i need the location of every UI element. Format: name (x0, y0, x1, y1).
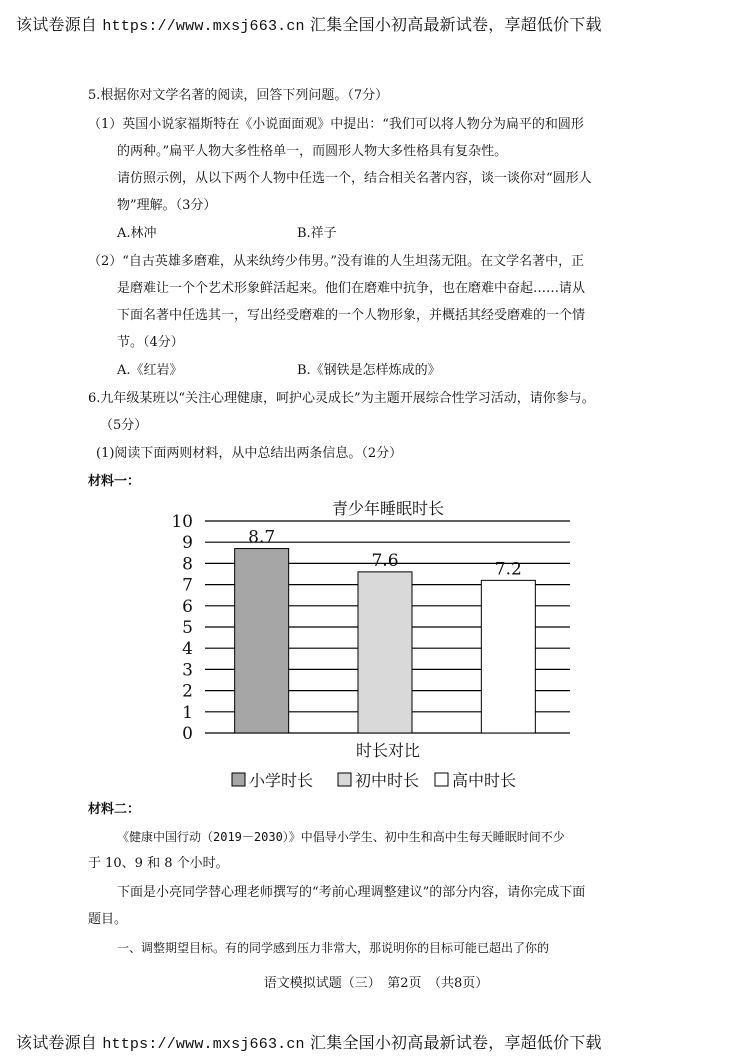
chart-title: 青少年睡眠时长 (331, 499, 445, 518)
q5-p2-line3: 下面名著中任选其一，写出经受磨难的一个人物形象，并概括其经受磨难的一个情 (117, 308, 586, 323)
q5-p2-option-b: B.《钢铁是怎样炼成的》 (297, 363, 441, 378)
legend-swatch (435, 773, 448, 786)
m2-line3: 下面是小亮同学替心理老师撰写的“考前心理调整建议”的部分内容，请你完成下面 (117, 885, 586, 900)
q6-title-line2: （5分） (100, 418, 148, 433)
y-tick-label: 8 (182, 554, 193, 575)
chart-x-label: 时长对比 (355, 741, 421, 760)
q5-p1-option-a: A.林冲 (117, 226, 157, 241)
q6-title-line1: 6.九年级某班以“关注心理健康，呵护心灵成长”为主题开展综合性学习活动，请你参与。 (88, 391, 595, 406)
legend-swatch (232, 773, 245, 786)
y-tick-label: 5 (182, 618, 193, 638)
y-tick-label: 3 (182, 660, 193, 681)
q5-p1-option-b: B.祥子 (297, 226, 337, 241)
q6-sub1: (1)阅读下面两则材料，从中总结出两条信息。（2分） (96, 446, 403, 461)
material1-label: 材料一： (88, 474, 141, 489)
bar-3 (481, 580, 535, 733)
q5-p1-line3: 请仿照示例，从以下两个人物中任选一个，结合相关名著内容，谈一谈你对“圆形人 (117, 171, 592, 186)
source-banner-top (16, 12, 602, 35)
q5-p1-line2: 的两种。”扁平人物大多性格单一，而圆形人物大多性格具有复杂性。 (117, 144, 508, 159)
material2-label: 材料二： (88, 802, 141, 817)
chart-bars (235, 549, 536, 733)
legend-swatch (338, 773, 351, 786)
banner-prefix: 该试卷源自 (16, 1033, 98, 1052)
y-tick-label: 6 (182, 596, 193, 617)
chart-y-ticks (171, 512, 193, 744)
bar-value-label: 8.7 (248, 527, 276, 548)
banner-url[interactable]: https://www.mxsj663.cn (102, 18, 305, 35)
sleep-duration-chart (170, 495, 570, 795)
y-tick-label: 2 (182, 681, 193, 702)
m2-line1: 《健康中国行动（2019－2030）》中倡导小学生、初中生和高中生每天睡眠时间不少 (117, 830, 565, 844)
banner-url[interactable]: https://www.mxsj663.cn (102, 1036, 305, 1053)
y-tick-label: 7 (182, 575, 193, 596)
bar-value-label: 7.2 (494, 559, 522, 580)
q5-title: 5.根据你对文学名著的阅读，回答下列问题。（7分） (88, 88, 389, 103)
legend-label: 高中时长 (452, 771, 517, 790)
page-footer: 语文模拟试题（三） 第2页 （共8页） (263, 976, 489, 991)
y-tick-label: 9 (182, 533, 193, 554)
y-tick-label: 4 (182, 639, 193, 660)
bar-1 (235, 549, 289, 733)
q5-p2-option-a: A.《红岩》 (117, 363, 183, 378)
banner-suffix: 汇集全国小初高最新试卷，享超低价下载 (310, 1033, 602, 1052)
m2-line5: 一、调整期望目标。有的同学感到压力非常大，那说明你的目标可能已超出了你的 (117, 941, 550, 955)
q5-p2-line1: （2）“自古英雄多磨难，从来纨绔少伟男。”没有谁的人生坦荡无阻。在文学名著中，正 (88, 254, 585, 269)
q5-p2-line4: 节。（4分） (117, 335, 184, 350)
q5-p2-line2: 是磨难让一个个艺术形象鲜活起来。他们在磨难中抗争，也在磨难中奋起……请从 (117, 281, 586, 296)
m2-line2: 于 10、9 和 8 个小时。 (88, 856, 229, 871)
banner-suffix: 汇集全国小初高最新试卷，享超低价下载 (310, 15, 602, 34)
y-tick-label: 10 (171, 512, 193, 532)
y-tick-label: 1 (182, 702, 193, 723)
m2-line4: 题目。 (88, 912, 128, 927)
legend-label: 小学时长 (249, 771, 314, 790)
y-tick-label: 0 (182, 724, 193, 744)
chart-legend (232, 771, 516, 790)
bar-2 (358, 572, 412, 733)
q5-p1-line1: （1）英国小说家福斯特在《小说面面观》中提出：“我们可以将人物分为扁平的和圆形 (88, 117, 584, 132)
bar-value-label: 7.6 (371, 550, 399, 571)
banner-prefix: 该试卷源自 (16, 15, 98, 34)
legend-label: 初中时长 (355, 771, 420, 790)
q5-p1-line4: 物”理解。（3分） (117, 198, 217, 213)
source-banner-bottom (16, 1030, 602, 1053)
